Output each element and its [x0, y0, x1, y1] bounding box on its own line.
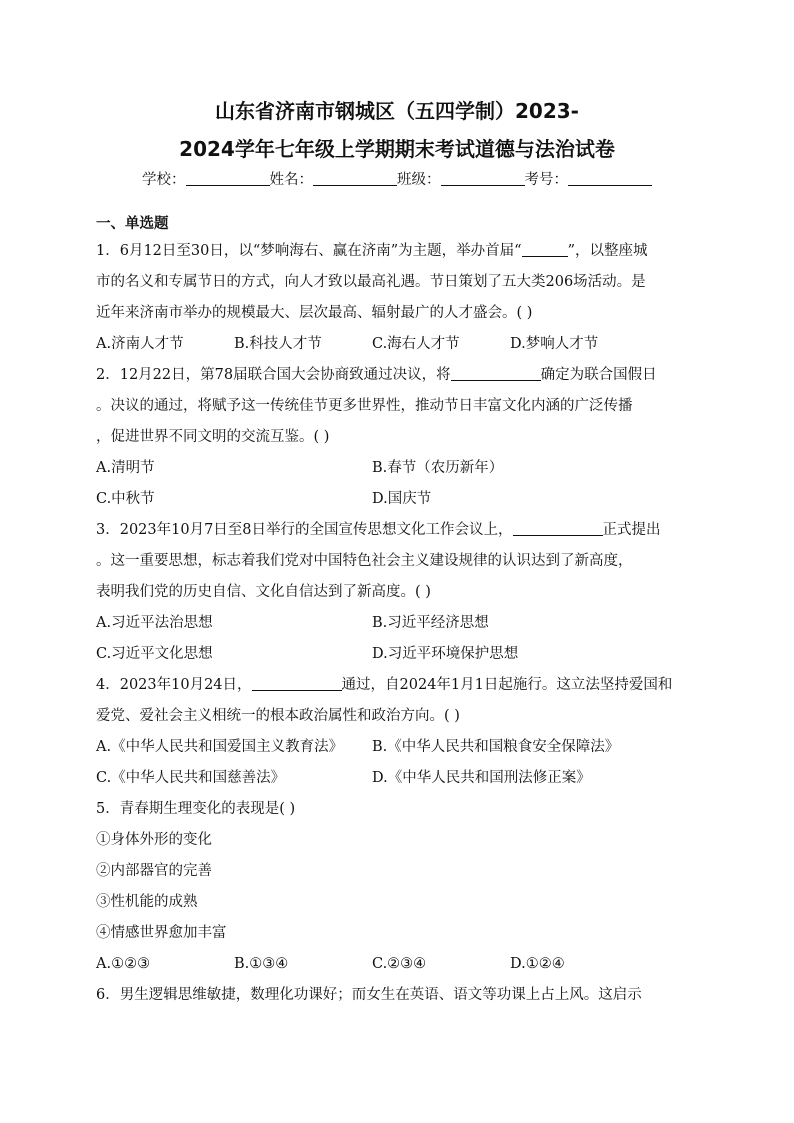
question-1-options — [96, 329, 700, 360]
option-a[interactable]: A.济南人才节 — [96, 336, 184, 352]
question-2-line-1 — [96, 360, 700, 391]
question-4-line-1 — [96, 670, 700, 701]
school-blank[interactable] — [186, 171, 270, 186]
answer-blank — [451, 365, 541, 381]
option-d[interactable]: D.①②④ — [510, 956, 565, 972]
option-b[interactable]: B.①③④ — [234, 956, 289, 972]
option-c[interactable]: C.②③④ — [372, 956, 427, 972]
option-c[interactable]: C.海右人才节 — [372, 336, 460, 352]
question-text: 确定为联合国假日 — [540, 367, 657, 383]
name-label: 姓名： — [269, 172, 313, 188]
question-3 — [96, 515, 700, 670]
option-a[interactable]: A.清明节 — [96, 460, 155, 476]
question-1-line-2: 市的名义和专属节日的方式，向人才致以最高礼遇。节日策划了五大类206场活动。是 — [96, 274, 646, 290]
option-d[interactable]: D.梦响人才节 — [510, 336, 599, 352]
option-b[interactable]: B.习近平经济思想 — [372, 615, 489, 631]
answer-blank — [252, 675, 342, 691]
question-4 — [96, 670, 700, 794]
option-c[interactable]: C.习近平文化思想 — [96, 646, 213, 662]
option-a[interactable]: A.①②③ — [96, 956, 151, 972]
answer-blank — [513, 520, 603, 536]
question-5 — [96, 794, 700, 980]
question-5-item-3: ③性机能的成熟 — [96, 894, 198, 910]
question-3-line-1 — [96, 515, 700, 546]
question-2-options-row1 — [96, 453, 700, 484]
question-6-stem: 6．男生逻辑思维敏捷，数理化功课好；而女生在英语、语文等功课上占上风。这启示 — [96, 987, 642, 1003]
question-text: 通过，自2024年1月1日起施行。这立法坚持爱国和 — [341, 677, 673, 693]
class-label: 班级： — [397, 172, 441, 188]
option-b[interactable]: B.春节（农历新年） — [372, 460, 504, 476]
question-3-line-3: 表明我们党的历史自信、文化自信达到了新高度。( ) — [96, 584, 431, 600]
option-d[interactable]: D.《中华人民共和国刑法修正案》 — [372, 770, 591, 786]
question-text: 3．2023年10月7日至8日举行的全国宣传思想文化工作会议上， — [96, 522, 513, 538]
question-text: 2．12月22日，第78届联合国大会协商致通过决议，将 — [96, 367, 451, 383]
question-4-line-2: 爱党、爱社会主义相统一的根本政治属性和政治方向。( ) — [96, 708, 460, 724]
question-5-item-2: ②内部器官的完善 — [96, 863, 212, 879]
option-a[interactable]: A.《中华人民共和国爱国主义教育法》 — [96, 739, 344, 755]
school-label: 学校： — [142, 172, 186, 188]
question-3-options-row1 — [96, 608, 700, 639]
question-5-item-1: ①身体外形的变化 — [96, 832, 212, 848]
question-2-line-2: 。决议的通过，将赋予这一传统佳节更多世界性，推动节日丰富文化内涵的广泛传播 — [96, 398, 633, 414]
question-2-options-row2 — [96, 484, 700, 515]
question-4-options-row1 — [96, 732, 700, 763]
option-b[interactable]: B.《中华人民共和国粮食安全保障法》 — [372, 739, 620, 755]
exam-no-blank[interactable] — [568, 171, 652, 186]
question-3-options-row2 — [96, 639, 700, 670]
question-2-line-3: ，促进世界不同文明的交流互鉴。( ) — [96, 429, 330, 445]
student-info-row — [0, 170, 794, 190]
question-1 — [96, 236, 700, 360]
exam-title-line1: 山东省济南市钢城区（五四学制）2023- — [215, 99, 579, 123]
question-5-item-4: ④情感世界愈加丰富 — [96, 925, 227, 941]
question-1-line-3: 近年来济南市举办的规模最大、层次最高、辐射最广的人才盛会。( ) — [96, 305, 533, 321]
question-text: ”，以整座城 — [567, 243, 648, 259]
option-c[interactable]: C.《中华人民共和国慈善法》 — [96, 770, 286, 786]
class-blank[interactable] — [441, 171, 525, 186]
question-2 — [96, 360, 700, 515]
exam-title-line2: 2024学年七年级上学期期末考试道德与法治试卷 — [179, 137, 615, 161]
question-6 — [96, 980, 700, 1011]
question-1-line-1 — [96, 236, 700, 267]
question-text: 1．6月12日至30日，以“梦响海右、赢在济南”为主题，举办首届“ — [96, 243, 522, 259]
exam-no-label: 考号： — [524, 172, 568, 188]
answer-blank — [522, 241, 568, 257]
question-text: 4．2023年10月24日， — [96, 677, 252, 693]
name-blank[interactable] — [313, 171, 397, 186]
question-5-stem: 5．青春期生理变化的表现是( ) — [96, 801, 296, 817]
question-3-line-2: 。这一重要思想，标志着我们党对中国特色社会主义建设规律的认识达到了新高度， — [96, 553, 633, 569]
option-c[interactable]: C.中秋节 — [96, 491, 155, 507]
option-d[interactable]: D.国庆节 — [372, 491, 432, 507]
option-b[interactable]: B.科技人才节 — [234, 336, 322, 352]
question-5-options — [96, 949, 700, 980]
questions-body — [96, 236, 700, 1011]
question-text: 正式提出 — [602, 522, 661, 538]
option-a[interactable]: A.习近平法治思想 — [96, 615, 213, 631]
section-title: 一、单选题 — [96, 216, 169, 232]
option-d[interactable]: D.习近平环境保护思想 — [372, 646, 519, 662]
question-4-options-row2 — [96, 763, 700, 794]
